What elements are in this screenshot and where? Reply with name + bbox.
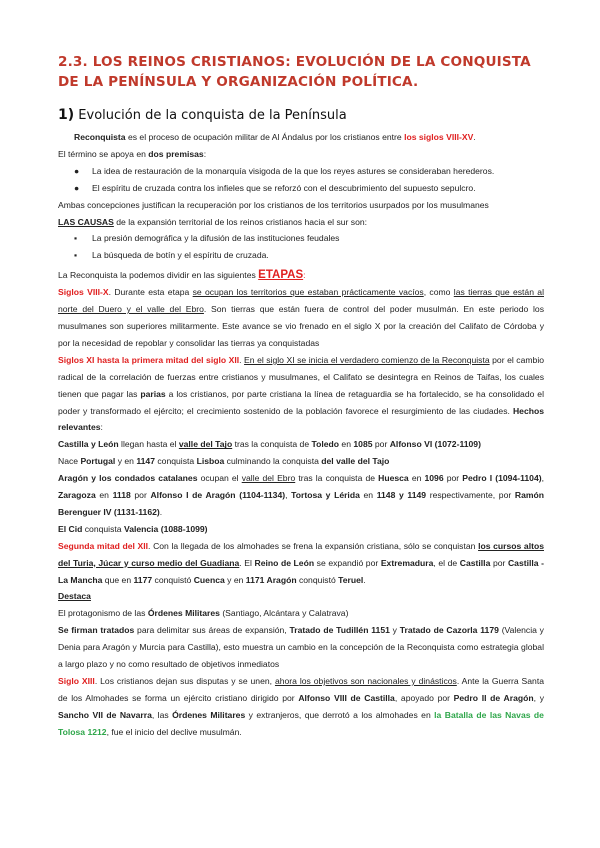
bold-text: Ramón Berenguer IV (1131-1162) [58,490,544,517]
causas-paragraph [58,214,544,231]
etapa-1-label: Siglos VIII-X [58,287,109,298]
causas-list [58,230,544,264]
bold-text: (1104-1134) [239,490,286,501]
bold-text: 1085 [353,439,373,450]
text: Nace [58,456,81,467]
bold-text: Se firman tratados [58,625,135,636]
bold-text: Lisboa [196,456,225,467]
bold-text: Tortosa y Lérida [291,490,360,501]
bold-text: Órdenes Militares [147,608,220,619]
text: tras la conquista de [232,439,312,450]
bold-text: Portugal [80,456,116,467]
etapas-intro [58,267,544,284]
bold-underlined-text: valle del Tajo [178,439,233,450]
intro-paragraph [58,129,544,146]
text: (Valencia y Denia para Aragón y Murcia para Castilla), esto muestra un cambio en la concepción de la Reconquista como estrategia global a largo plazo y no como resultado de objetivos inmediatos [58,625,544,670]
etapa-4-paragraph [58,673,544,741]
bold-text: del valle del Tajo [321,456,390,467]
text: por el cambio radical de la correlación de fuerzas entre cristianos y musulmanes, el Califato se desintegra en Reinos de Taifas, los cuales tienen que pagar las [58,354,545,399]
bold-text: Castilla y León [58,439,119,450]
bold-text: 1147 [136,456,155,467]
text: conquistó [296,574,339,585]
etapas-colon: : [303,270,306,281]
bold-text: Castilla -La Mancha [58,557,544,585]
hecho-castilla [58,436,544,453]
text: conquista [155,456,197,467]
bold-text: Alfonso VI (1072-1109) [389,439,481,450]
siglos-range: los siglos VIII-XV [404,132,474,142]
text: , [285,490,292,501]
text: culminando la conquista [224,456,322,467]
text: . [363,574,366,585]
destaca-heading: Destaca [58,591,91,602]
etapa-3-label: Segunda mitad del XII [58,540,149,551]
bold-text: Extremadura [380,557,434,568]
section-heading [58,106,544,125]
list-item-text: La presión demográfica y la difusión de las instituciones feudales [92,233,340,244]
premisas-label: dos premisas [148,148,204,159]
premisas-intro [58,146,544,163]
section-heading-text: Evolución de la conquista de la Península [78,108,347,123]
etapa-1-paragraph [58,284,544,352]
text: conquista [82,523,124,534]
text: . Durante esta etapa [108,287,193,298]
destaca-tratados [58,622,544,673]
list-item [58,247,544,264]
destaca-label [58,588,544,605]
text: y [389,625,400,636]
bold-text: 1177 [133,574,153,585]
intro-text: es el proceso de ocupación militar de Al Ándalus por los cristianos entre [125,132,405,142]
bold-text: Tratado de Tudillén 1151 [289,625,390,636]
bold-text: Zaragoza [58,490,96,501]
green-highlight-text: la Batalla de las Navas de Tolosa 1212 [58,709,544,737]
hecho-aragon [58,470,544,521]
text: . [239,354,245,365]
text: por [372,439,390,450]
bold-text: 1171 Aragón [245,574,297,585]
bold-text: Órdenes Militares [172,709,246,720]
bold-underlined-text: los cursos altos del Turia, Júcar y curso medio del Guadiana [58,540,544,568]
bold-text: El Cid [58,523,83,534]
intro-text-end: . [473,132,476,142]
ambas-paragraph: Ambas concepciones justifican la recuperación por los cristianos de los territorios usurpados por los musulmanes [58,199,489,210]
text: : [100,422,103,433]
text: tras la conquista de [295,473,379,484]
underlined-text: valle del Ebro [241,473,296,484]
bullet-icon: ● [74,165,80,176]
text: en [359,490,377,501]
hecho-cid [58,521,544,538]
reconquista-term: Reconquista [74,132,126,142]
document-page [58,52,544,741]
text: en [95,490,113,501]
text: El protagonismo de las [58,608,148,619]
causas-label: LAS CAUSAS [58,216,114,227]
text: en [339,439,354,450]
bullet-icon: ● [74,182,80,193]
text: se expandió por [314,557,381,568]
underlined-text: se ocupan los territorios que estaban prácticamente vacíos [192,287,424,298]
bold-text: Cuenca [193,574,225,585]
text: , [541,473,544,484]
section-number: 1) [58,107,75,123]
text: y extranjeros, que derrotó a los almohades en [245,709,435,720]
square-bullet-icon: ▪ [74,250,78,261]
list-item [58,180,544,197]
premisas-intro-text: El término se apoya en [58,148,149,159]
text: para delimitar sus áreas de expansión, [134,625,290,636]
underlined-text: las tierras que están al norte del Duero y el valle del Ebro [58,287,544,315]
text: . Ante la Guerra Santa de los Almohades se forma un ejército cristiano dirigido por [58,676,544,703]
text: y en [115,456,137,467]
text: , fue el inicio del declive musulmán. [106,726,242,737]
destaca-ordenes [58,605,544,622]
text: y en [224,574,246,585]
text: . Con la llegada de los almohades se frena la expansión cristiana, sólo se conquistan [148,540,479,551]
etapas-intro-text: La Reconquista la podemos dividir en las siguientes [58,270,259,281]
bold-text: 1118 [112,490,131,501]
bold-text: Toledo [311,439,340,450]
bold-text: Reino de León [254,557,315,568]
text: por [490,557,508,568]
text: , y [533,692,545,703]
square-bullet-icon: ▪ [74,233,78,244]
text: (Santiago, Alcántara y Calatrava) [219,608,349,619]
text: conquistó [152,574,194,585]
text: . Son tierras que están fuera de control del poder musulmán. En este periodo los musulmanes son superiores militarmente. Este avance se vio frenado en el siglo X por la creación del Califato de Córdoba y por la necesidad de repoblar y consolidar las tierras ya conquistadas [58,304,544,348]
etapas-label: ETAPAS [258,269,304,282]
bold-text: 1096 [424,473,444,484]
text: , las [151,709,173,720]
etapa-4-label: Siglo XIII [58,676,95,686]
bold-text: Pedro II de Aragón [453,692,534,703]
text: ocupan el [197,473,242,484]
bold-text: 1148 y 1149 [376,490,427,501]
list-item [58,163,544,180]
list-item-text: La idea de restauración de la monarquía visigoda de la que los reyes astures se consideraban herederos. [92,165,495,176]
premisas-colon: : [203,148,207,159]
bold-text: Teruel [338,574,364,585]
text: a los cristianos, por parte cristiana la línea de retaguardia se ha fortalecido, se ha consolidado el poder y transformado el ejército; el crecimiento sostenido de la población favorece el resurgimiento de las ciudades. [58,388,544,416]
text: . Los cristianos dejan sus disputas y se unen, [94,676,275,686]
underlined-text: ahora los objetivos son nacionales y dinásticos [274,676,457,686]
bold-text: Alfonso VIII de Castilla [298,692,395,703]
text: . El [239,557,255,568]
text: . [159,506,163,517]
bold-text: Valencia (1088-1099) [123,523,208,534]
bold-text: Aragón y los condados catalanes [58,473,198,484]
bold-text: parias [140,388,166,399]
bold-text: Pedro I (1094-1104) [462,473,542,484]
bold-text: Tratado de Cazorla 1179 [399,625,499,636]
text: llegan hasta el [118,439,179,450]
text: por [130,490,151,501]
etapa-2-paragraph [58,352,544,437]
list-item [58,230,544,247]
list-item-text: El espíritu de cruzada contra los infieles que se reforzó con el descubrimiento del supuesto sepulcro. [92,182,476,193]
text: , el de [433,557,460,568]
hechos-label: Hechos relevantes [58,405,544,433]
causas-text: de la expansión territorial de los reinos cristianos hacia el sur son: [113,216,368,227]
etapa-3-paragraph [58,538,544,589]
page-title: 2.3. LOS REINOS CRISTIANOS: EVOLUCIÓN DE LA CONQUISTA DE LA PENÍNSULA Y ORGANIZACIÓN POLÍTICA. [58,54,531,90]
text: en [408,473,425,484]
bold-text: Alfonso I de Aragón [150,490,236,501]
text: que en [102,574,134,585]
underlined-text: En el siglo XI se inicia el verdadero comienzo de la Reconquista [244,354,490,365]
text: por [443,473,463,484]
etapa-2-label: Siglos XI hasta la primera mitad del siglo XII [58,354,240,365]
text: , como [423,287,454,298]
bold-text: Sancho VII de Navarra [58,709,152,720]
bold-text: Huesca [378,473,409,484]
text: , apoyado por [394,692,454,703]
hecho-portugal [58,453,544,470]
text: respectivamente, por [426,490,515,501]
premisas-list [58,163,544,197]
list-item-text: La búsqueda de botín y el espíritu de cruzada. [92,250,269,261]
bold-text: Castilla [459,557,491,568]
